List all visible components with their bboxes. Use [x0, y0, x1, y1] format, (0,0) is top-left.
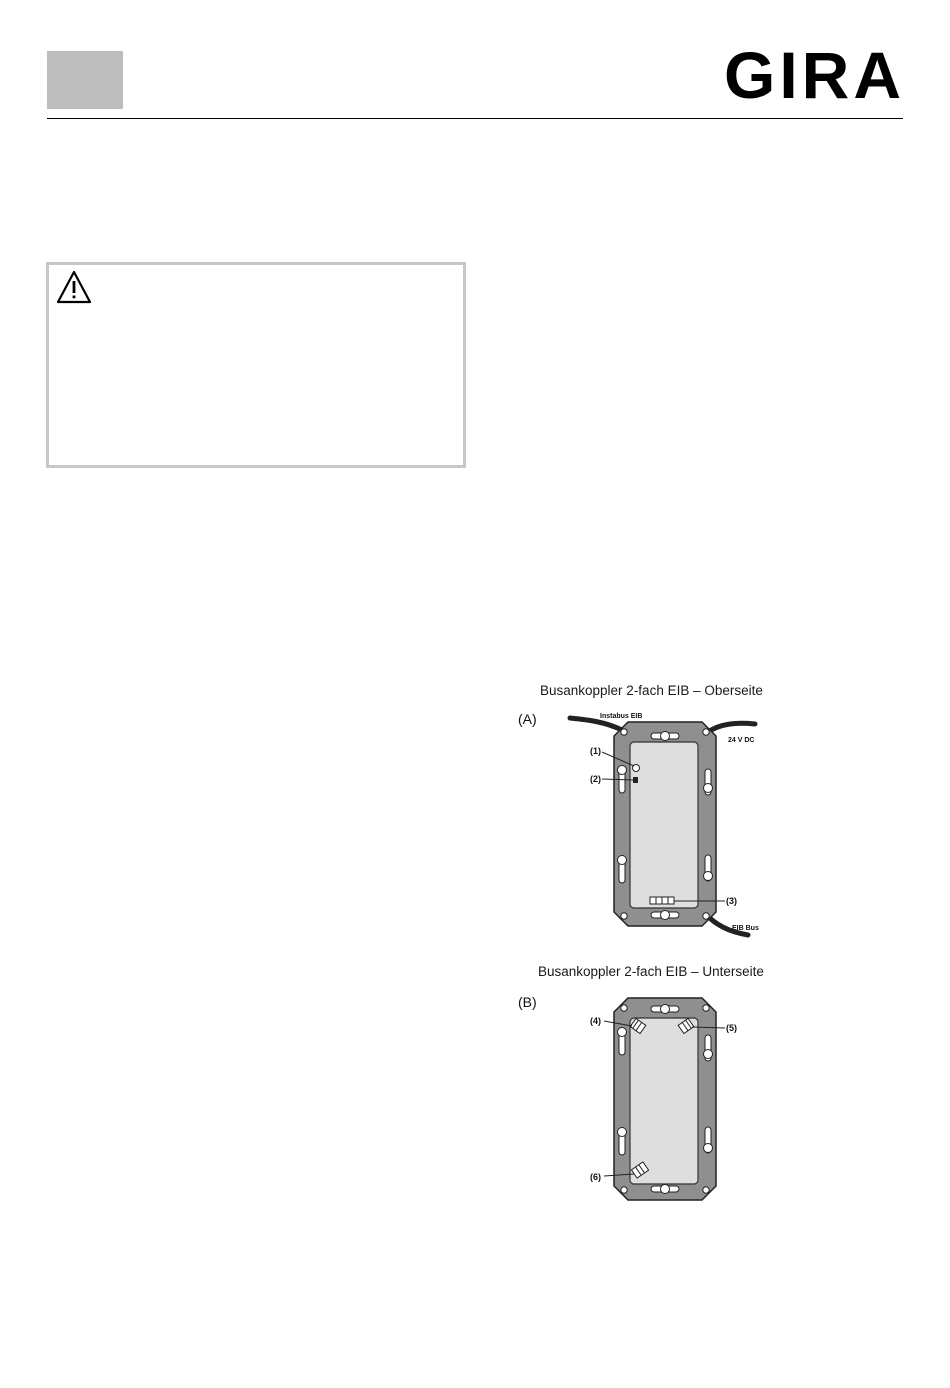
warning-triangle-icon [56, 270, 92, 304]
gira-logo: GIRA [724, 38, 905, 112]
cable-label-eib-bus: EIB Bus [732, 925, 759, 932]
section-marker-square [47, 51, 123, 109]
callout-1: (1) [590, 746, 601, 756]
cable-label-24vdc: 24 V DC [728, 737, 755, 744]
callout-3: (3) [726, 896, 737, 906]
cable-label-instabus: Instabus EIB [600, 713, 643, 720]
figure-a-diagram [560, 700, 770, 945]
callout-2: (2) [590, 774, 601, 784]
callout-4: (4) [590, 1016, 601, 1026]
callout-5: (5) [726, 1023, 737, 1033]
callout-6: (6) [590, 1172, 601, 1182]
figure-b-title: Busankoppler 2-fach EIB – Unterseite [538, 964, 764, 979]
warning-box [46, 262, 466, 468]
inner-window [630, 742, 698, 908]
figure-b-diagram [560, 990, 770, 1210]
figure-a-label: (A) [518, 711, 537, 727]
figure-a-title: Busankoppler 2-fach EIB – Oberseite [540, 683, 763, 698]
header-divider [47, 118, 903, 119]
programming-button [633, 777, 638, 783]
figure-b-label: (B) [518, 994, 537, 1010]
inner-window-bottom [630, 1018, 698, 1184]
cable-top-right [708, 723, 755, 732]
